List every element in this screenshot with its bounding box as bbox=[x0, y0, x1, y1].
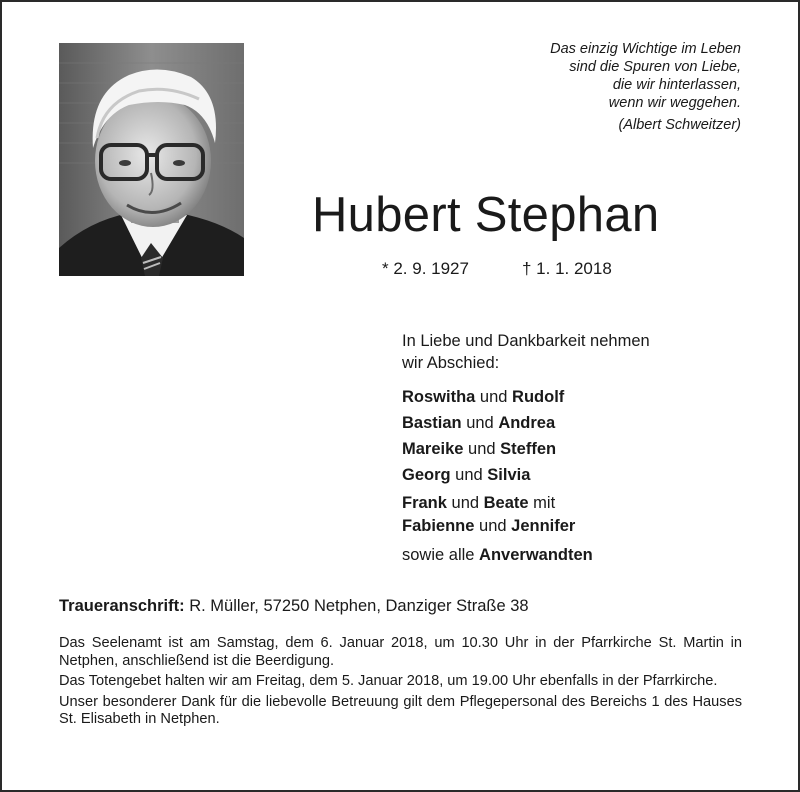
mourning-address bbox=[59, 595, 749, 617]
farewell-intro-line: wir Abschied: bbox=[402, 354, 500, 372]
relative-name: Fabienne bbox=[402, 517, 475, 535]
relative-name: Georg bbox=[402, 466, 451, 484]
relative-name: Jennifer bbox=[511, 517, 576, 535]
conjunction: mit bbox=[528, 494, 556, 512]
quote-line: sind die Spuren von Liebe, bbox=[569, 59, 741, 75]
address-label: Traueranschrift: bbox=[59, 597, 185, 615]
conjunction: und bbox=[474, 517, 512, 535]
relative-pair bbox=[402, 384, 732, 410]
relative-name: Mareike bbox=[402, 440, 464, 458]
closing-relatives: Anverwandten bbox=[479, 546, 593, 564]
relative-name: Rudolf bbox=[512, 388, 565, 406]
relative-name: Roswitha bbox=[402, 388, 476, 406]
relative-pair bbox=[402, 516, 732, 536]
conjunction: und bbox=[446, 494, 484, 512]
relative-name: Beate bbox=[483, 494, 529, 512]
quote-line: die wir hinterlassen, bbox=[612, 77, 741, 93]
mourners-block bbox=[402, 330, 732, 568]
closing-prefix: sowie alle bbox=[402, 546, 480, 564]
relative-name: Andrea bbox=[498, 414, 556, 432]
relative-pair bbox=[402, 436, 732, 462]
service-notes bbox=[59, 635, 742, 732]
life-dates bbox=[382, 258, 702, 280]
portrait-image bbox=[59, 43, 244, 276]
death-date: † 1. 1. 2018 bbox=[522, 259, 612, 278]
relative-name: Steffen bbox=[500, 440, 557, 458]
farewell-intro bbox=[402, 330, 732, 374]
relative-name: Frank bbox=[402, 494, 447, 512]
note-paragraph: Unser besonderer Dank für die liebevolle Betreuung gilt dem Pflegepersonal des Bereichs 1 des Hauses St. Elisabeth in Netphen. bbox=[59, 693, 742, 727]
quote-block bbox=[421, 40, 741, 134]
conjunction: und bbox=[461, 414, 499, 432]
note-paragraph: Das Seelenamt ist am Samstag, dem 6. Januar 2018, um 10.30 Uhr in der Pfarrkirche St. Martin in Netphen, anschließend ist die Beerdigung. bbox=[59, 635, 742, 669]
birth-date: * 2. 9. 1927 bbox=[382, 259, 469, 278]
quote-author: (Albert Schweitzer) bbox=[618, 117, 741, 133]
conjunction: und bbox=[463, 440, 501, 458]
relative-pair bbox=[402, 462, 732, 488]
quote-line: wenn wir weggehen. bbox=[608, 95, 741, 111]
portrait-photo bbox=[59, 43, 244, 276]
note-paragraph: Das Totengebet halten wir am Freitag, dem 5. Januar 2018, um 19.00 Uhr ebenfalls in der Pfarrkirche. bbox=[59, 673, 718, 689]
relative-pair bbox=[402, 490, 732, 516]
conjunction: und bbox=[450, 466, 488, 484]
relative-pair bbox=[402, 410, 732, 436]
relative-name: Silvia bbox=[487, 466, 531, 484]
relative-name: Bastian bbox=[402, 414, 462, 432]
conjunction: und bbox=[475, 388, 513, 406]
farewell-intro-line: In Liebe und Dankbarkeit nehmen bbox=[402, 332, 650, 350]
quote-line: Das einzig Wichtige im Leben bbox=[550, 41, 741, 57]
relatives-closing bbox=[402, 542, 732, 568]
deceased-name: Hubert Stephan bbox=[312, 188, 660, 242]
address-value: R. Müller, 57250 Netphen, Danziger Straße 38 bbox=[184, 597, 529, 615]
